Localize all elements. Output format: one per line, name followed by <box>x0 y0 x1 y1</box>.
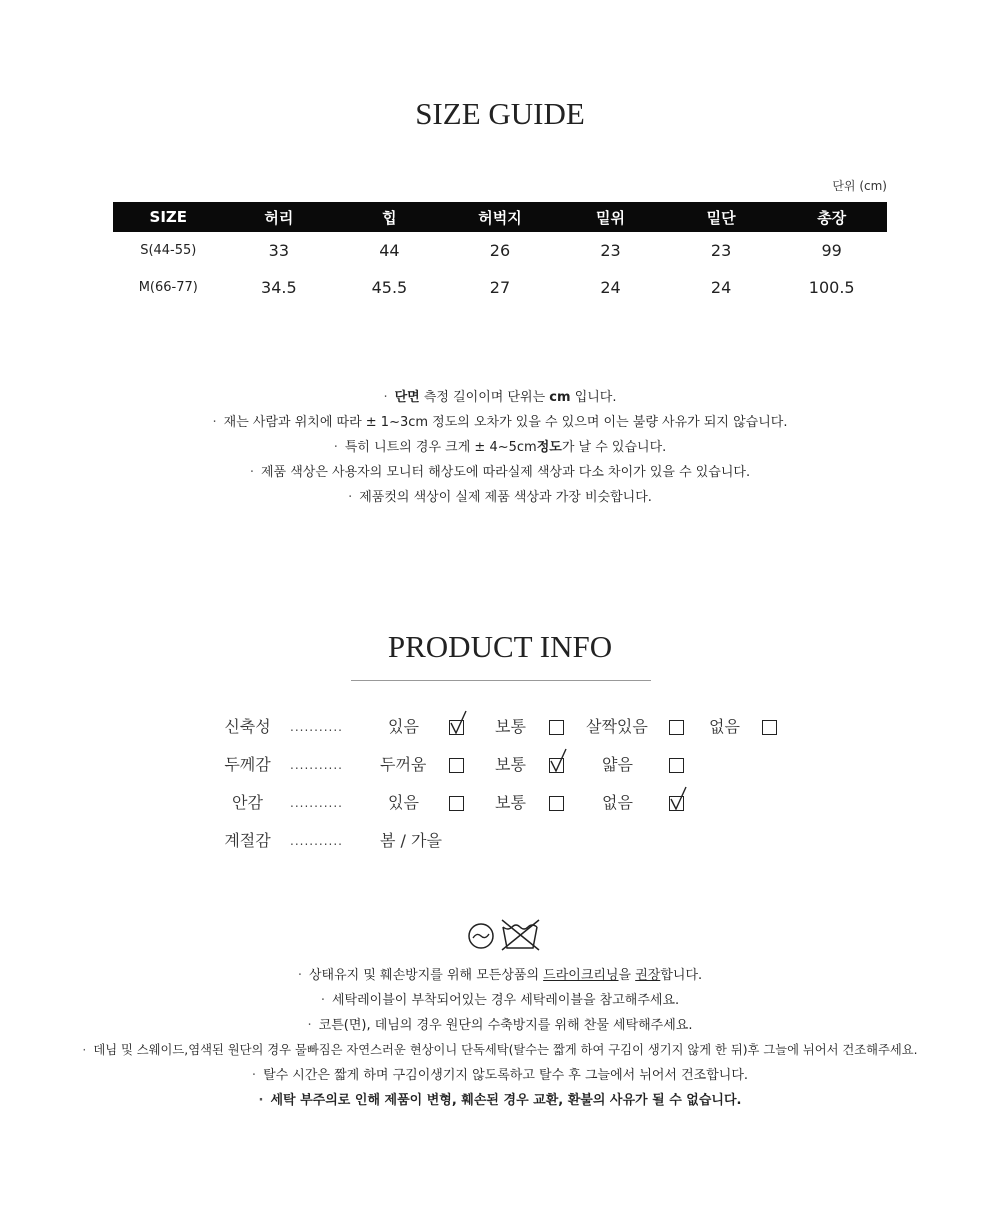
note-text: 제품컷의 색상이 실제 제품 색상과 가장 비슷합니다. <box>359 490 652 505</box>
table-row <box>113 269 887 306</box>
care-note-6: · 세탁 부주의로 인해 제품이 변형, 훼손된 경우 교환, 환불의 사유가 될 수 없습니다. <box>258 1093 742 1108</box>
header-waist: 허리 <box>224 202 335 232</box>
cell-hem: 23 <box>710 241 732 260</box>
info-label: 두께감 <box>224 755 271 774</box>
note-text: 측정 길이이며 단위는 <box>419 390 550 405</box>
option-label: 없음 <box>602 793 633 812</box>
checkbox[interactable] <box>669 720 684 735</box>
header-hip: 힙 <box>334 202 445 232</box>
header-hem: 밑단 <box>666 202 777 232</box>
note-text: 탈수 시간은 짧게 하며 구김이생기지 않도록하고 탈수 후 그늘에서 뉘어서 건조합니다. <box>263 1068 749 1083</box>
checkbox[interactable] <box>762 720 777 735</box>
care-notes <box>0 963 1000 1113</box>
season-value: 봄 / 가을 <box>380 831 442 850</box>
note-text: 을 <box>618 968 636 983</box>
checkbox[interactable] <box>669 758 684 773</box>
check-icon <box>449 709 469 735</box>
cell-hip: 44 <box>379 241 400 260</box>
option-label: 있음 <box>388 793 419 812</box>
note-text: 제품 색상은 사용자의 모니터 해상도에 따라실제 색상과 다소 차이가 있을 수 있습니다. <box>261 465 751 480</box>
cell-size: M(66-77) <box>138 280 198 295</box>
checkbox[interactable] <box>449 758 464 773</box>
note-underlined-text: 드라이크리닝 <box>543 968 619 983</box>
care-icons <box>464 918 544 954</box>
cell-length: 100.5 <box>808 278 855 297</box>
size-note-2: · 재는 사람과 위치에 따라 ± 1~3cm 정도의 오차가 있을 수 있으며 이는 불량 사유가 되지 않습니다. <box>212 415 788 430</box>
checkbox-checked[interactable] <box>549 758 564 773</box>
option-label: 보통 <box>495 755 526 774</box>
size-notes <box>0 385 1000 510</box>
care-note-3: · 코튼(면), 데님의 경우 원단의 수축방지를 위해 찬물 세탁해주세요. <box>307 1018 693 1033</box>
care-note-5: · 탈수 시간은 짧게 하며 구김이생기지 않도록하고 탈수 후 그늘에서 뉘어서 건조합니다. <box>251 1068 749 1083</box>
cell-length: 99 <box>821 241 842 260</box>
info-row-thickness <box>0 750 1000 780</box>
dot-leader: ........... <box>290 758 343 772</box>
cell-hem: 24 <box>710 278 732 297</box>
care-note-4: · 데님 및 스웨이드,염색된 원단의 경우 물빠짐은 자연스러운 현상이니 단독세탁(탈수는 짧게 하여 구김이 생기지 않게 한 뒤)후 그늘에 뉘어서 건조해주세요. <box>82 1043 918 1057</box>
size-note-3: · 특히 니트의 경우 크게 ± 4~5cm정도가 날 수 있습니다. <box>333 440 667 455</box>
header-rise: 밑위 <box>555 202 666 232</box>
info-label: 안감 <box>232 793 263 812</box>
option-label: 보통 <box>495 793 526 812</box>
note-text: 입니다. <box>570 390 617 405</box>
cell-thigh: 27 <box>489 278 511 297</box>
option-label: 얇음 <box>602 755 633 774</box>
info-label: 계절감 <box>224 831 271 850</box>
note-text: 세탁 부주의로 인해 제품이 변형, 훼손된 경우 교환, 환불의 사유가 될 수 없습니다. <box>270 1093 742 1108</box>
note-bold-text: cm <box>549 390 571 405</box>
note-text: 합니다. <box>660 968 703 983</box>
checkbox-checked[interactable] <box>669 796 684 811</box>
header-size: SIZE <box>113 202 224 232</box>
note-text: 세탁레이블이 부착되어있는 경우 세탁레이블을 참고해주세요. <box>331 993 680 1008</box>
check-icon <box>549 747 569 773</box>
title-divider <box>351 680 651 681</box>
note-text: 재는 사람과 위치에 따라 ± 1~3cm 정도의 오차가 있을 수 있으며 이는 불량 사유가 되지 않습니다. <box>223 415 788 430</box>
size-table-header-row <box>113 202 887 232</box>
table-row <box>113 232 887 269</box>
no-wash-icon <box>500 918 542 952</box>
info-row-stretch <box>0 712 1000 742</box>
checkbox-checked[interactable] <box>449 720 464 735</box>
note-text: 코튼(면), 데님의 경우 원단의 수축방지를 위해 찬물 세탁해주세요. <box>318 1018 693 1033</box>
size-note-5: · 제품컷의 색상이 실제 제품 색상과 가장 비슷합니다. <box>348 490 652 505</box>
product-info-title: PRODUCT INFO <box>387 629 613 664</box>
option-label: 두꺼움 <box>380 755 427 774</box>
dry-clean-icon <box>467 922 497 952</box>
cell-size: S(44-55) <box>140 243 197 258</box>
care-note-1: · 상태유지 및 훼손방지를 위해 모든상품의 드라이크리닝을 권장합니다. <box>297 968 703 983</box>
option-label: 있음 <box>388 717 419 736</box>
note-text: 특히 니트의 경우 크게 ± 4~5cm <box>344 440 537 455</box>
cell-rise: 24 <box>600 278 621 297</box>
checkbox[interactable] <box>449 796 464 811</box>
note-text: 가 날 수 있습니다. <box>561 440 667 455</box>
dot-leader: ........... <box>290 720 343 734</box>
option-label: 살짝있음 <box>586 717 648 736</box>
size-note-1: · 단면 측정 길이이며 단위는 cm 입니다. <box>383 390 617 405</box>
note-text: 상태유지 및 훼손방지를 위해 모든상품의 <box>308 968 544 983</box>
header-thigh: 허벅지 <box>445 202 556 232</box>
size-guide-title: SIZE GUIDE <box>415 96 585 131</box>
info-label: 신축성 <box>224 717 271 736</box>
cell-hip: 45.5 <box>371 278 408 297</box>
info-row-lining <box>0 788 1000 818</box>
option-label: 보통 <box>495 717 526 736</box>
cell-waist: 33 <box>268 241 290 260</box>
size-table <box>113 202 887 306</box>
option-label: 없음 <box>709 717 740 736</box>
checkbox[interactable] <box>549 796 564 811</box>
size-note-4: · 제품 색상은 사용자의 모니터 해상도에 따라실제 색상과 다소 차이가 있을 수 있습니다. <box>249 465 751 480</box>
header-length: 총장 <box>776 202 887 232</box>
cell-rise: 23 <box>600 241 621 260</box>
cell-thigh: 26 <box>489 241 511 260</box>
dot-leader: ........... <box>290 834 343 848</box>
note-text: 데님 및 스웨이드,염색된 원단의 경우 물빠짐은 자연스러운 현상이니 단독세탁(탈수는 짧게 하여 구김이 생기지 않게 한 뒤)후 그늘에 뉘어서 건조해주세요. <box>93 1043 918 1057</box>
unit-label: 단위 (cm) <box>832 179 887 193</box>
dot-leader: ........... <box>290 796 343 810</box>
note-underlined-text: 권장 <box>635 968 661 983</box>
cell-waist: 34.5 <box>261 278 297 297</box>
info-row-season <box>0 826 1000 856</box>
care-note-2: · 세탁레이블이 부착되어있는 경우 세탁레이블을 참고해주세요. <box>320 993 680 1008</box>
note-bold-text: 단면 <box>394 390 420 405</box>
checkbox[interactable] <box>549 720 564 735</box>
note-bold-text: 정도 <box>536 440 562 455</box>
check-icon <box>669 785 689 811</box>
